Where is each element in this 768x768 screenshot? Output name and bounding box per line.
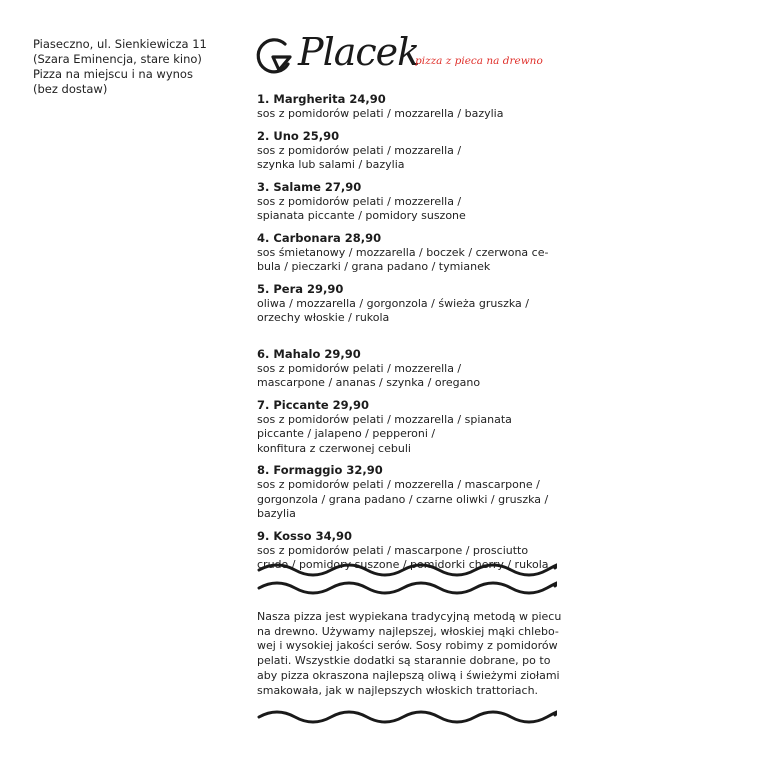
menu-item-description [257,478,557,522]
menu-item-title: 9. Kosso 34,90 [257,528,352,543]
address-line: Piaseczno, ul. Sienkiewicza 11 [33,37,207,51]
about-text [257,610,562,698]
menu-item-title: 1. Margherita 24,90 [257,92,386,106]
menu-item [257,129,557,173]
address-line: Pizza na miejscu i na wynos [33,67,193,81]
about-line: smakowała, jak w najlepszych włoskich trattoriach. [257,683,539,697]
menu-item [257,398,557,457]
menu-item [257,463,557,522]
logo-tagline: pizza z pieca na drewno [415,55,543,67]
menu-item [257,92,557,122]
menu-item-desc-line: sos z pomidorów pelati / mozzerella / [257,361,462,375]
about-line: na drewno. Używamy najlepszej, włoskiej mąki chlebo- [257,624,559,638]
menu-item [257,180,557,224]
pizza-slice-circle-icon [254,36,294,76]
menu-item-desc-line: crudo / pomidory suszone / pomidorki cherry / rukola [257,558,549,571]
menu-item-desc-line: piccante / jalapeno / pepperoni / [257,427,436,440]
about-line: pelati. Wszystkie dodatki są starannie dobrane, po to [257,654,551,668]
menu-item-title: 5. Pera 29,90 [257,281,344,296]
menu-item-description [257,297,557,326]
menu-item-description [257,195,557,224]
menu-item-desc-line: sos z pomidorów pelati / mozzarella / bazylia [257,107,504,120]
menu-item-title: 6. Mahalo 29,90 [257,346,361,361]
menu-item-title: 2. Uno 25,90 [257,128,340,143]
menu-item-description [257,246,557,275]
pizza-menu [257,92,557,580]
menu-item-desc-line: mascarpone / ananas / szynka / oregano [257,376,481,389]
menu-item-desc-line: bazylia [257,507,296,520]
menu-item-description [257,362,557,391]
menu-item-desc-line: orzechy włoskie / rukola [257,311,390,324]
about-line: Nasza pizza jest wypiekana tradycyjną metodą w piecu [257,610,562,623]
logo [254,30,554,78]
menu-item-description [257,144,557,173]
address-line: (Szara Eminencja, stare kino) [33,52,202,66]
address-line: (bez dostaw) [33,82,108,96]
menu-item-title: 8. Formaggio 32,90 [257,463,383,477]
menu-item-title: 4. Carbonara 28,90 [257,230,382,245]
menu-item [257,231,557,275]
menu-item-desc-line: sos z pomidorów pelati / mozzarella / spianata [257,412,512,426]
menu-item-desc-line: gorgonzola / grana padano / czarne oliwki / gruszka / [257,492,549,506]
wave-divider [257,562,557,596]
menu-item-desc-line: spianata piccante / pomidory suszone [257,209,466,222]
menu-item-desc-line: sos z pomidorów pelati / mozzerella / [257,194,462,208]
menu-item-desc-line: sos z pomidorów pelati / mozzerella / mascarpone / [257,478,540,491]
menu-item-description [257,413,557,457]
menu-item-desc-line: konfitura z czerwonej cebuli [257,441,411,455]
menu-item-desc-line: sos z pomidorów pelati / mascarpone / prosciutto [257,543,529,557]
menu-item [257,282,557,326]
menu-item-description [257,107,557,122]
address-block [33,37,207,97]
about-line: wej i wysokiej jakości serów. Sosy robimy z pomidorów [257,639,558,653]
menu-item [257,347,557,391]
menu-item-desc-line: szynka lub salami / bazylia [257,158,405,171]
menu-item-title: 7. Piccante 29,90 [257,397,370,412]
logo-wordmark: Placek [298,30,420,74]
menu-item-desc-line: sos z pomidorów pelati / mozzarella / [257,143,462,157]
menu-item-desc-line: bula / pieczarki / grana padano / tymianek [257,260,491,273]
menu-item-title: 3. Salame 27,90 [257,179,362,194]
menu-item-desc-line: sos śmietanowy / mozzarella / boczek / czerwona ce- [257,245,549,259]
about-line: aby pizza okraszona najlepszą oliwą i świeżymi ziołami [257,668,560,682]
wave-divider-bottom [257,708,557,724]
menu-item-desc-line: oliwa / mozzarella / gorgonzola / świeża gruszka / [257,296,530,310]
